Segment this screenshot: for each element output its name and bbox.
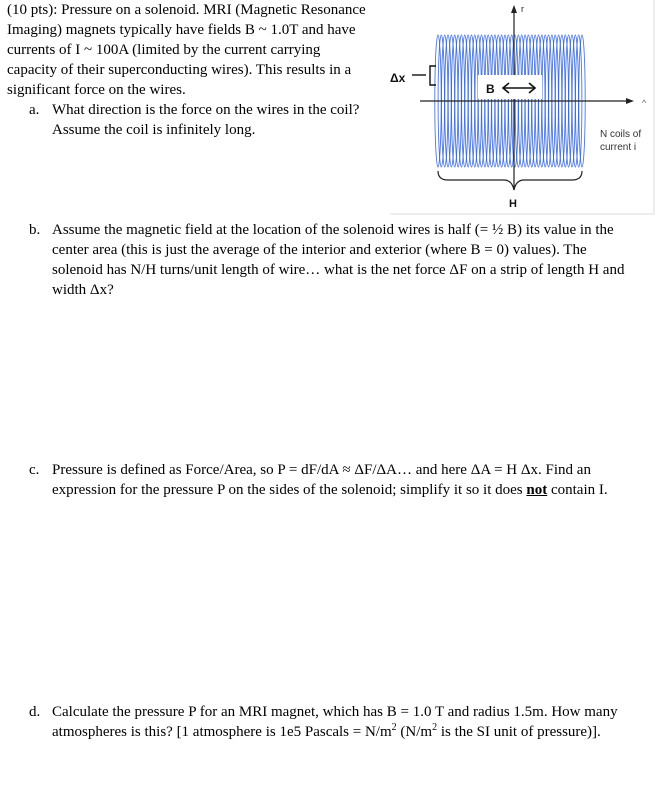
problem-intro (7, 0, 379, 100)
label-coils-line-1: N coils of (600, 129, 642, 140)
label-B: B (486, 82, 495, 96)
label-r: r (521, 4, 524, 14)
question-c-emphasis-not: not (526, 482, 548, 498)
question-d-line-2 (52, 722, 618, 742)
question-c-line-2 (52, 480, 608, 500)
label-H: H (509, 198, 517, 210)
r-axis-arrowhead (511, 5, 517, 13)
question-b-line-2: center area (this is just the average of the interior and exterior (where B = 0) values). The (52, 242, 587, 258)
horizontal-axis-arrowhead (626, 98, 634, 104)
question-d-sup-2: 2 (432, 722, 438, 733)
h-brace (438, 171, 582, 190)
question-c-line-2-pre: expression for the pressure P on the sides of the solenoid; simplify it so it does (52, 482, 527, 498)
question-a-letter: a. (29, 102, 40, 118)
question-c-line-1: Pressure is defined as Force/Area, so P = dF/dA ≈ ΔF/ΔA… and here ΔA = H Δx. Find an (52, 462, 591, 478)
question-a-text (52, 100, 359, 140)
label-coils-line-2: current i (600, 142, 637, 153)
intro-line-1: (10 pts): Pressure on a solenoid. MRI (Magnetic Resonance (7, 2, 366, 18)
intro-line-5: significant force on the wires. (7, 82, 186, 98)
label-delta-x: Δx (390, 71, 406, 85)
question-d-line-2-a: atmospheres is this? [1 atmosphere is 1e5 Pascals = N/m (52, 724, 392, 740)
question-b-text (52, 220, 624, 300)
intro-line-3: currents of I ~ 100A (limited by the current carrying (7, 42, 321, 58)
question-b-line-3: solenoid has N/H turns/unit length of wire… what is the net force ΔF on a strip of length H and (52, 262, 625, 278)
question-c-line-2-post: contain I. (547, 482, 608, 498)
question-d-letter: d. (29, 704, 41, 720)
question-b-line-1: Assume the magnetic field at the location of the solenoid wires is half (= ½ B) its value in the (52, 222, 614, 238)
question-b-line-4: width Δx? (52, 282, 114, 298)
question-a-line-2: Assume the coil is infinitely long. (52, 122, 256, 138)
question-d-sup-1: 2 (391, 722, 397, 733)
question-d-line-1: Calculate the pressure P for an MRI magnet, which has B = 1.0 T and radius 1.5m. How many (52, 704, 618, 720)
question-d-text (52, 702, 618, 742)
label-caret: ^ (642, 98, 647, 108)
question-d-line-2-b: (N/m (396, 724, 433, 740)
intro-line-2: Imaging) magnets typically have fields B ~ 1.0T and have (7, 22, 356, 38)
question-c-text (52, 460, 608, 500)
question-c-letter: c. (29, 462, 40, 478)
question-a-line-1: What direction is the force on the wires in the coil? (52, 102, 360, 118)
intro-line-4: capacity of their superconducting wires). This results in a (7, 62, 352, 78)
question-d-line-2-c: is the SI unit of pressure)]. (437, 724, 601, 740)
question-b-letter: b. (29, 222, 41, 238)
solenoid-figure (390, 0, 655, 215)
